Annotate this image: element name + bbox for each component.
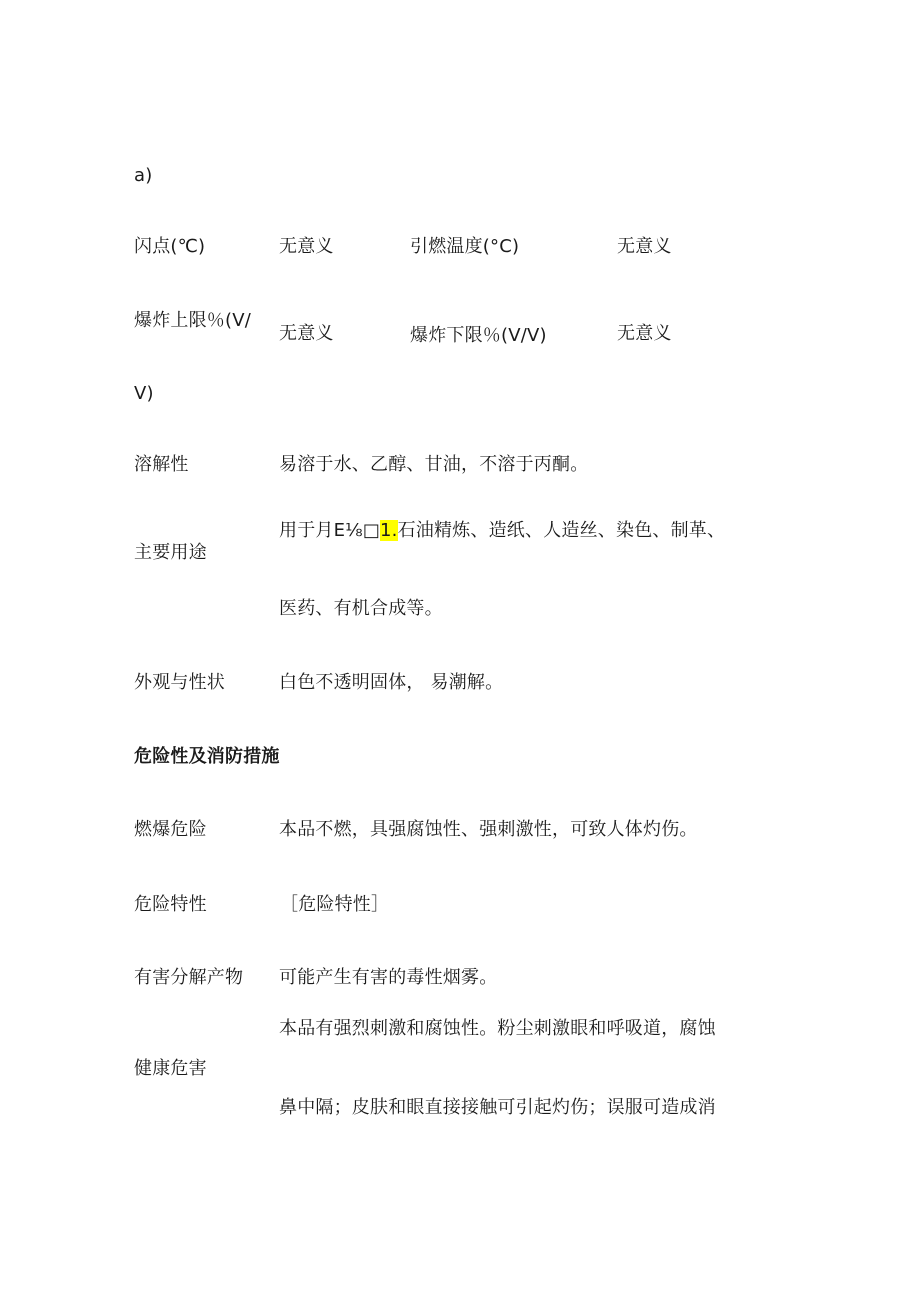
decomposition-value: 可能产生有害的毒性烟雾。 [279,967,498,988]
hazard-characteristics-label: 危险特性 [134,894,207,915]
upper-explosion-limit-label: 爆炸上限％(V/ [134,310,251,331]
main-use-line1-suffix: 石油精炼、造纸、人造丝、染色、制革、 [397,520,726,541]
decomposition-label: 有害分解产物 [134,967,244,988]
appearance-value: 白色不透明固体， 易潮解。 [279,672,504,693]
main-use-line1 [279,519,725,543]
main-use-label: 主要用途 [134,542,207,563]
lower-explosion-limit-label: 爆炸下限％(V/V) [410,325,547,346]
upper-explosion-limit-value: 无意义 [279,323,334,344]
highlighted-text: 1. [380,520,398,541]
main-use-line2: 医药、有机合成等。 [279,598,443,619]
lower-explosion-limit-value: 无意义 [617,323,672,344]
main-use-line1-prefix: 用于月E⅛□ [279,520,381,541]
hazard-characteristics-value: ［危险特性］ [280,894,390,915]
solubility-value: 易溶于水、乙醇、甘油，不溶于丙酮。 [279,454,589,475]
ignition-temp-label: 引燃温度(°C) [410,236,520,257]
health-hazard-label: 健康危害 [134,1058,207,1079]
fire-explosion-label: 燃爆危险 [134,819,207,840]
health-hazard-line2: 鼻中隔；皮肤和眼直接接触可引起灼伤；误服可造成消 [279,1097,716,1118]
appearance-label: 外观与性状 [134,672,225,693]
flash-point-label: 闪点(℃) [134,236,206,257]
upper-explosion-limit-label-cont: V) [134,383,154,404]
ignition-temp-value: 无意义 [617,236,672,257]
solubility-label: 溶解性 [134,454,189,475]
flash-point-value: 无意义 [279,236,334,257]
health-hazard-line1: 本品有强烈刺激和腐蚀性。粉尘刺激眼和呼吸道，腐蚀 [279,1018,716,1039]
section-marker: a) [134,165,153,186]
fire-explosion-value: 本品不燃，具强腐蚀性、强刺激性，可致人体灼伤。 [279,819,698,840]
hazard-section-heading: 危险性及消防措施 [134,746,280,767]
